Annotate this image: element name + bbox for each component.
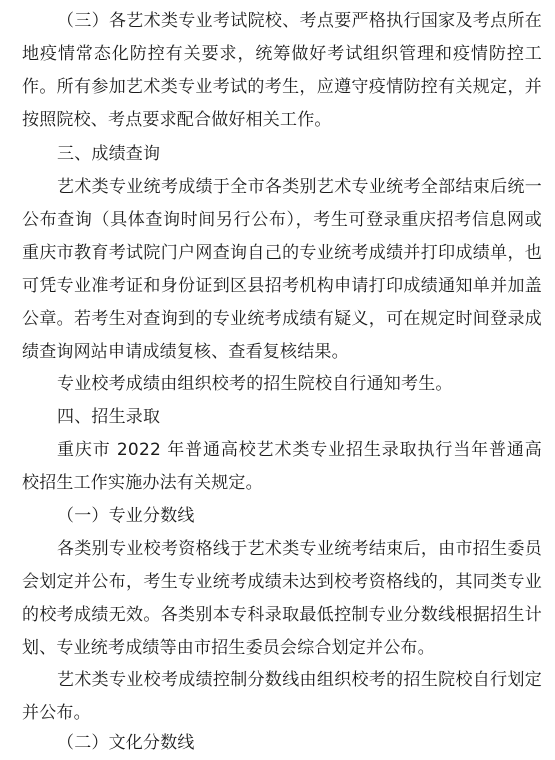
- subheading-cultural-score-line: （二）文化分数线: [57, 733, 195, 753]
- paragraph-school-exam-score-line: 艺术类专业校考成绩控制分数线由组织校考的招生院校自行划定并公布。: [22, 670, 542, 723]
- section-heading-admission: 四、招生录取: [57, 407, 161, 427]
- paragraph-score-query-details: 艺术类专业统考成绩于全市各类别艺术专业统考全部结束后统一公布查询（具体查询时间另行公布），考生可登录重庆招考信息网或重庆市教育考试院门户网查询自己的专业统考成绩并打印成绩单，也可凭专业准考证和身份证到区县招考机构申请打印成绩通知单并加盖公章。若考生对查询到的专业统考成绩有疑义，可在规定时间登录成绩查询网站申请成绩复核、查看复核结果。: [22, 177, 542, 362]
- paragraph-exam-site-requirements: （三）各艺术类专业考试院校、考点要严格执行国家及考点所在地疫情常态化防控有关要求，统筹做好考试组织管理和疫情防控工作。所有参加艺术类专业考试的考生，应遵守疫情防控有关规定，并按照院校、考点要求配合做好相关工作。: [22, 11, 542, 130]
- section-heading-score-query: 三、成绩查询: [57, 144, 161, 164]
- paragraph-school-exam-notice: 专业校考成绩由组织校考的招生院校自行通知考生。: [57, 374, 453, 394]
- paragraph-professional-score-line: 各类别专业校考资格线于艺术类专业统考结束后，由市招生委员会划定并公布，考生专业统考成绩未达到校考资格线的，其同类专业的校考成绩无效。各类别本专科录取最低控制专业分数线根据招生计划、专业统考成绩等由市招生委员会综合划定并公布。: [22, 539, 542, 658]
- subheading-professional-score-line: （一）专业分数线: [57, 506, 195, 526]
- paragraph-admission-rules: 重庆市 2022 年普通高校艺术类专业招生录取执行当年普通高校招生工作实施办法有关规定。: [22, 440, 542, 493]
